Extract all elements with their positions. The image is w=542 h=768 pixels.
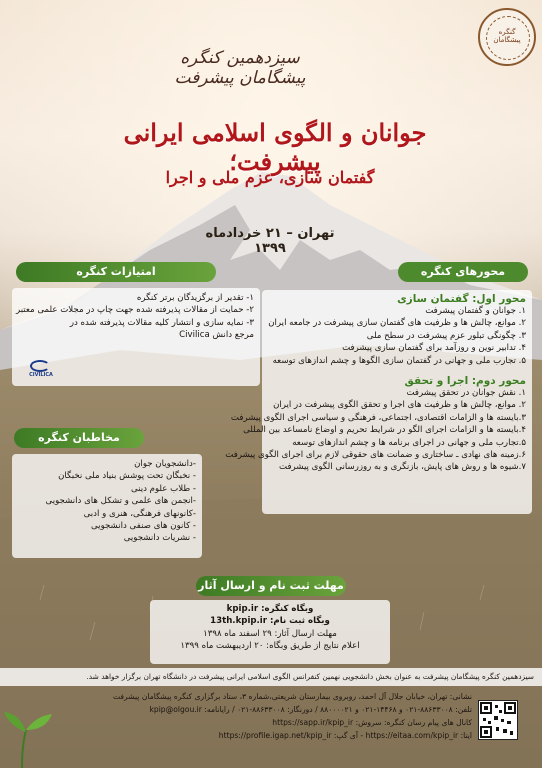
results-line: اعلام نتایج از طریق وبگاه: ۲۰ اردیبهشت ماه ۱۳۹۹ <box>180 641 360 652</box>
qr-code <box>478 700 518 740</box>
registration-box <box>150 600 390 664</box>
qr-pattern <box>479 701 517 739</box>
audience-item: -انجمن های علمی و تشکل های دانشجویی <box>45 496 196 507</box>
deadline-line: مهلت ارسال آثار: ۲۹ اسفند ماه ۱۳۹۸ <box>203 628 337 639</box>
axis2-item: ۲. موانع، چالش ها و ظرفیت های اجرا و تحقق الگوی پیشرفت در ایران <box>273 400 526 411</box>
audience-item: - نشریات دانشجویی <box>123 533 196 544</box>
audience-item: -دانشجویان جوان <box>134 459 196 469</box>
axis2-item: ۳.بایسته ها و الزامات اقتصادی، اجتماعی، فرهنگی و سیاسی اجرای الگوی پیشرفت <box>230 412 526 423</box>
axis1-title: محور اول: گفتمان سازی <box>397 293 526 305</box>
axis1-item: ۵. تجارب ملی و جهانی در گفتمان سازی الگوها و چشم اندازهای توسعه <box>272 355 526 366</box>
poster-subtitle: گفتمان سازی، عزم ملی و اجرا <box>165 168 375 187</box>
axes-box <box>225 290 532 514</box>
privilege-item: ۲- حمایت از مقالات پذیرفته شده جهت چاپ در مجلات علمی معتبر <box>15 305 254 316</box>
axis1-item: ۳. چگونگی تبلور عزم پیشرفت در سطح ملی <box>366 330 526 341</box>
event-date: تهران – ۲۱ خردادماه ۱۳۹۹ <box>205 226 335 256</box>
contact-block <box>58 690 472 762</box>
congress-kicker: سیزدهمین کنگره پیشگامان پیشرفت <box>174 48 306 88</box>
audience-item: - نخبگان تحت پوشش بنیاد ملی نخبگان <box>58 471 196 482</box>
privilege-item: ۳- نمایه سازی و انتشار کلیه مقالات پذیرفته شده در <box>69 317 254 328</box>
civilica-logo <box>24 360 58 382</box>
plant-illustration <box>0 690 60 768</box>
address-line: نشانی: تهران، خیابان جلال آل احمد، روبروی بیمارستان شریعتی،شماره ۳، ستاد برگزاری کنگره پیشگامان پیشرفت <box>112 692 472 701</box>
audience-item: -کانونهای فرهنگی، هنری و ادبی <box>83 508 196 519</box>
privileges-heading: امتیازات کنگره <box>16 262 216 282</box>
footer-note: سیزدهمین کنگره پیشگامان پیشرفت به عنوان بخش دانشجویی نهمین کنفرانس الگوی اسلامی ایرانی پیشرفت در دانشگاه تهران برگزار خواهد شد. <box>86 672 534 681</box>
axis1-item: ۴. تدابیر نوین و روزآمد برای گفتمان سازی پیشرفت <box>342 343 526 354</box>
audience-item: - طلاب علوم دینی <box>130 483 196 494</box>
axis1-item: ۲. موانع، چالش ها و ظرفیت های گفتمان سازی پیشرفت در جامعه ایران <box>268 318 526 329</box>
phone-line: تلفن: ۸۸۶۳۳۰۰۸-۰۲۱ و ۱۴۴۶۸-۰۲۱ و ۸۸۰۰۰۰۲۱ / دورنگار: ۸۸۶۳۳۰۰۸-۰۲۱ / رایانامه: kpip@olgou.ir <box>149 705 472 714</box>
logo-text: گنگره پیشگامان <box>493 28 521 44</box>
privilege-item: مرجع دانش Civilica <box>179 330 254 341</box>
axis2-item: ۶.زمینه های نهادی ـ ساختاری و ضمانت های حقوقی لازم برای اجرای الگوی پیشرفت <box>225 450 526 461</box>
audience-item: - کانون های صنفی دانشجویی <box>91 521 196 532</box>
registration-site-line[interactable]: وبگاه ثبت نام: 13th.kpip.ir <box>210 616 330 627</box>
civilica-icon <box>30 360 50 372</box>
privilege-item: ۱- تقدیر از برگزیدگان برتر کنگره <box>136 293 254 303</box>
axis2-item: ۱. نقش جوانان در تحقق پیشرفت <box>406 388 526 399</box>
poster-title: جوانان و الگوی اسلامی ایرانی پیشرفت؛ <box>123 118 427 176</box>
axis2-item: ۵.تجارب ملی و جهانی در اجرای برنامه ها و چشم اندازهای توسعه <box>292 437 526 448</box>
audience-box <box>12 454 202 558</box>
footer-note-bar <box>0 668 542 686</box>
audience-heading: مخاطبان کنگره <box>14 428 144 448</box>
axes-heading: محورهای کنگره <box>398 262 528 282</box>
website-line[interactable]: وبگاه کنگره: kpip.ir <box>226 604 314 614</box>
channels-line[interactable]: کانال های پیام رسان کنگره: سروش: https://sapp.ir/kpip_ir <box>272 718 472 727</box>
congress-logo <box>478 8 536 66</box>
civilica-label: CIVILICA <box>29 372 53 378</box>
registration-heading: مهلت ثبت نام و ارسال آثار <box>196 576 346 596</box>
axis2-item: ۴.بایسته ها و الزامات اجرای الگو در شرایط تحریم و اوضاع نامساعد بین المللی <box>243 425 526 436</box>
axis2-title: محور دوم: اجرا و تحقق <box>404 375 526 388</box>
axis1-item: ۱. جوانان و گفتمان پیشرفت <box>425 306 526 316</box>
axis2-item: ۷.شیوه ها و روش های پایش، بازنگری و به روزرسانی الگوی پیشرفت <box>279 462 526 473</box>
links-line[interactable]: ایتا: https://eitaa.com/kpip_ir - آی گپ: https://profile.igap.net/kpip_ir <box>218 731 472 740</box>
